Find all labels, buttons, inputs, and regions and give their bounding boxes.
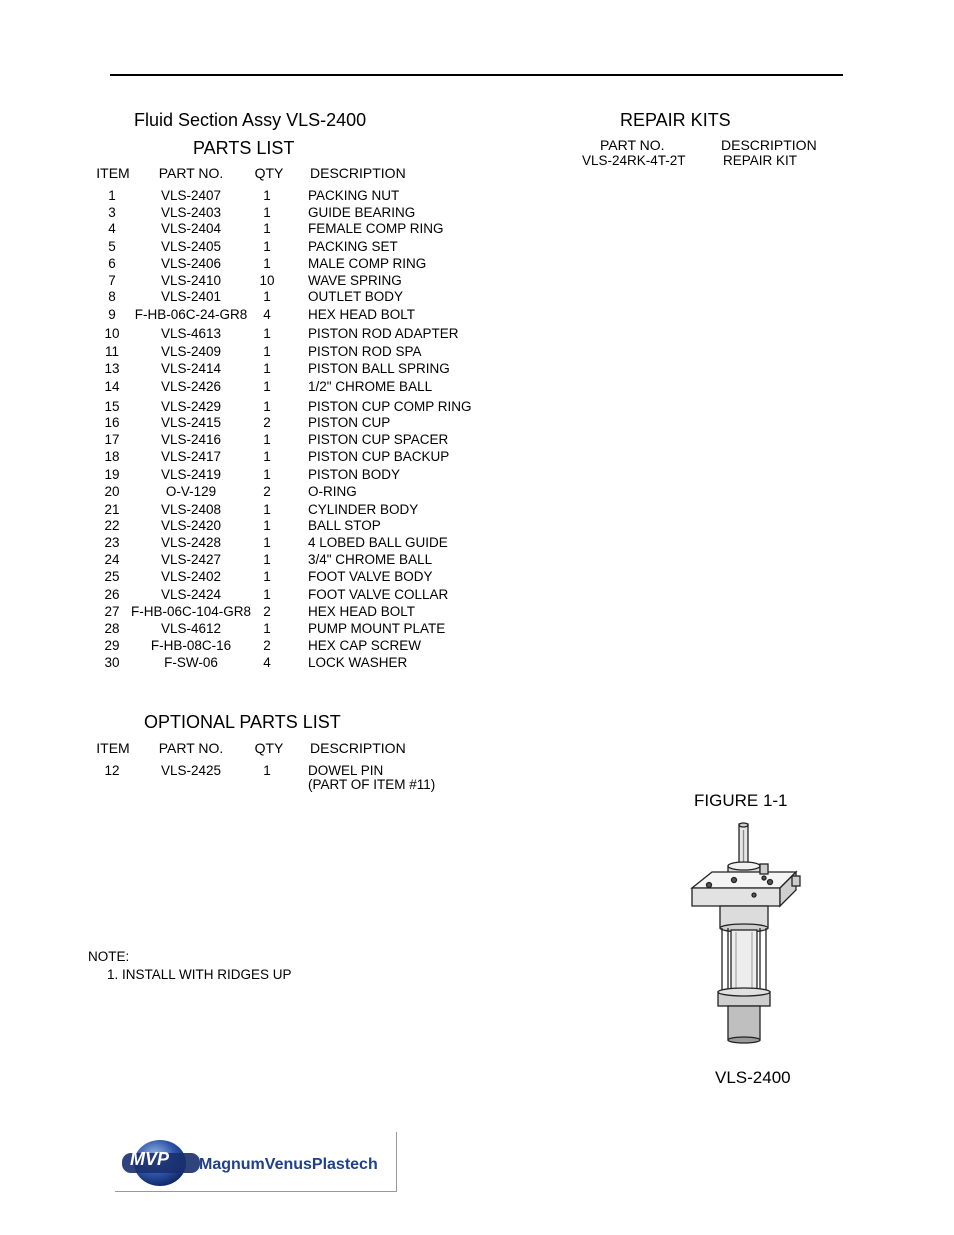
part-number-cell: VLS-2401	[160, 289, 222, 304]
qty-cell: 1	[263, 239, 271, 254]
repair-kits-title: REPAIR KITS	[620, 110, 731, 130]
logo-badge: MVP	[130, 1149, 170, 1169]
item-cell: 15	[104, 399, 120, 414]
qty-cell: 1	[263, 361, 271, 376]
part-number-cell: O-V-129	[165, 484, 217, 499]
note-title: NOTE:	[88, 949, 130, 964]
part-number-cell: F-HB-06C-104-GR8	[130, 604, 252, 619]
qty-cell: 1	[263, 326, 271, 341]
repair-desc-header: DESCRIPTION	[721, 137, 817, 153]
description-cell: HEX HEAD BOLT	[308, 604, 416, 619]
description-cell: PISTON BALL SPRING	[308, 361, 450, 376]
item-cell: 8	[108, 289, 116, 304]
top-rule	[110, 74, 843, 76]
optional-title: OPTIONAL PARTS LIST	[144, 712, 341, 732]
description-cell: PISTON CUP COMP RING	[308, 399, 472, 414]
opt-part: VLS-2425	[160, 763, 222, 778]
logo-company-name: MagnumVenusPlastech	[199, 1156, 378, 1173]
item-cell: 17	[104, 432, 120, 447]
part-number-cell: VLS-2426	[160, 379, 222, 394]
qty-cell: 1	[263, 344, 271, 359]
item-cell: 18	[104, 449, 120, 464]
description-cell: PISTON ROD ADAPTER	[308, 326, 459, 341]
part-number-cell: VLS-2428	[160, 535, 222, 550]
pump-illustration	[684, 820, 804, 1045]
part-number-cell: VLS-2429	[160, 399, 222, 414]
item-cell: 24	[104, 552, 120, 567]
qty-cell: 1	[263, 289, 271, 304]
item-cell: 9	[108, 307, 116, 322]
item-cell: 21	[104, 502, 120, 517]
qty-cell: 1	[263, 399, 271, 414]
description-cell: PISTON CUP	[308, 415, 391, 430]
item-cell: 26	[104, 587, 120, 602]
qty-cell: 4	[263, 655, 271, 670]
qty-cell: 1	[263, 221, 271, 236]
part-number-cell: VLS-2409	[160, 344, 222, 359]
qty-cell: 2	[263, 484, 271, 499]
description-cell: FOOT VALVE COLLAR	[308, 587, 449, 602]
qty-cell: 1	[263, 621, 271, 636]
opt-desc-line1: DOWEL PIN	[308, 763, 384, 778]
part-number-cell: VLS-2406	[160, 256, 222, 271]
item-cell: 28	[104, 621, 120, 636]
qty-cell: 1	[263, 569, 271, 584]
qty-cell: 1	[263, 587, 271, 602]
part-number-cell: VLS-2417	[160, 449, 222, 464]
part-number-cell: F-SW-06	[164, 655, 218, 670]
part-number-cell: VLS-2414	[160, 361, 222, 376]
part-number-cell: VLS-4612	[160, 621, 222, 636]
part-number-cell: VLS-2407	[160, 188, 222, 203]
description-cell: HEX HEAD BOLT	[308, 307, 416, 322]
part-number-cell: VLS-2416	[160, 432, 222, 447]
item-cell: 14	[104, 379, 120, 394]
col-part-header: PART NO.	[158, 165, 224, 181]
item-cell: 19	[104, 467, 120, 482]
item-cell: 23	[104, 535, 120, 550]
qty-cell: 1	[263, 502, 271, 517]
part-number-cell: VLS-2408	[160, 502, 222, 517]
description-cell: HEX CAP SCREW	[308, 638, 422, 653]
item-cell: 7	[108, 273, 116, 288]
figure-caption: VLS-2400	[715, 1068, 791, 1087]
col-item-header: ITEM	[96, 165, 130, 181]
description-cell: OUTLET BODY	[308, 289, 404, 304]
item-cell: 5	[108, 239, 116, 254]
qty-cell: 1	[263, 449, 271, 464]
qty-cell: 1	[263, 379, 271, 394]
description-cell: 1/2" CHROME BALL	[308, 379, 433, 394]
item-cell: 6	[108, 256, 116, 271]
part-number-cell: F-HB-08C-16	[150, 638, 232, 653]
opt-col-item-header: ITEM	[96, 740, 130, 756]
qty-cell: 1	[263, 205, 271, 220]
qty-cell: 1	[263, 535, 271, 550]
qty-cell: 1	[263, 518, 271, 533]
opt-col-part-header: PART NO.	[158, 740, 224, 756]
description-cell: PISTON ROD SPA	[308, 344, 422, 359]
qty-cell: 2	[263, 604, 271, 619]
part-number-cell: VLS-2404	[160, 221, 222, 236]
part-number-cell: F-HB-06C-24-GR8	[134, 307, 248, 322]
item-cell: 1	[108, 188, 116, 203]
note-line: 1. INSTALL WITH RIDGES UP	[107, 967, 292, 982]
item-cell: 3	[108, 205, 116, 220]
opt-desc-line2: (PART OF ITEM #11)	[308, 777, 436, 792]
item-cell: 11	[104, 344, 119, 359]
part-number-cell: VLS-2420	[160, 518, 222, 533]
qty-cell: 4	[263, 307, 271, 322]
col-desc-header: DESCRIPTION	[310, 165, 406, 181]
item-cell: 22	[104, 518, 120, 533]
repair-desc: REPAIR KIT	[723, 153, 798, 168]
qty-cell: 10	[259, 273, 275, 288]
description-cell: PACKING SET	[308, 239, 398, 254]
part-number-cell: VLS-2410	[160, 273, 222, 288]
description-cell: LOCK WASHER	[308, 655, 408, 670]
qty-cell: 1	[263, 432, 271, 447]
description-cell: CYLINDER BODY	[308, 502, 419, 517]
description-cell: PUMP MOUNT PLATE	[308, 621, 446, 636]
repair-part-header: PART NO.	[600, 137, 665, 153]
part-number-cell: VLS-4613	[160, 326, 222, 341]
part-number-cell: VLS-2427	[160, 552, 222, 567]
part-number-cell: VLS-2402	[160, 569, 222, 584]
item-cell: 27	[104, 604, 120, 619]
description-cell: FOOT VALVE BODY	[308, 569, 433, 584]
parts-list-title: PARTS LIST	[193, 138, 295, 158]
item-cell: 30	[104, 655, 120, 670]
col-qty-header: QTY	[254, 165, 284, 181]
description-cell: PISTON CUP BACKUP	[308, 449, 450, 464]
qty-cell: 1	[263, 188, 271, 203]
description-cell: MALE COMP RING	[308, 256, 427, 271]
item-cell: 16	[104, 415, 120, 430]
item-cell: 20	[104, 484, 120, 499]
part-number-cell: VLS-2415	[160, 415, 222, 430]
description-cell: BALL STOP	[308, 518, 381, 533]
qty-cell: 1	[263, 256, 271, 271]
description-cell: 3/4" CHROME BALL	[308, 552, 433, 567]
part-number-cell: VLS-2403	[160, 205, 222, 220]
opt-item: 12	[104, 763, 120, 778]
item-cell: 4	[108, 221, 116, 236]
qty-cell: 1	[263, 467, 271, 482]
description-cell: FEMALE COMP RING	[308, 221, 444, 236]
description-cell: PISTON CUP SPACER	[308, 432, 449, 447]
part-number-cell: VLS-2419	[160, 467, 222, 482]
section-title: Fluid Section Assy VLS-2400	[134, 110, 367, 130]
part-number-cell: VLS-2405	[160, 239, 222, 254]
item-cell: 25	[104, 569, 120, 584]
part-number-cell: VLS-2424	[160, 587, 222, 602]
qty-cell: 2	[263, 415, 271, 430]
description-cell: GUIDE BEARING	[308, 205, 416, 220]
qty-cell: 2	[263, 638, 271, 653]
company-logo	[115, 1132, 397, 1192]
description-cell: 4 LOBED BALL GUIDE	[308, 535, 448, 550]
opt-col-qty-header: QTY	[254, 740, 284, 756]
figure-title: FIGURE 1-1	[694, 791, 788, 810]
item-cell: 29	[104, 638, 120, 653]
description-cell: O-RING	[308, 484, 357, 499]
description-cell: PACKING NUT	[308, 188, 400, 203]
qty-cell: 1	[263, 552, 271, 567]
opt-col-desc-header: DESCRIPTION	[310, 740, 406, 756]
description-cell: WAVE SPRING	[308, 273, 402, 288]
description-cell: PISTON BODY	[308, 467, 401, 482]
repair-part: VLS-24RK-4T-2T	[582, 153, 686, 168]
item-cell: 10	[104, 326, 120, 341]
opt-qty: 1	[263, 763, 271, 778]
item-cell: 13	[104, 361, 120, 376]
